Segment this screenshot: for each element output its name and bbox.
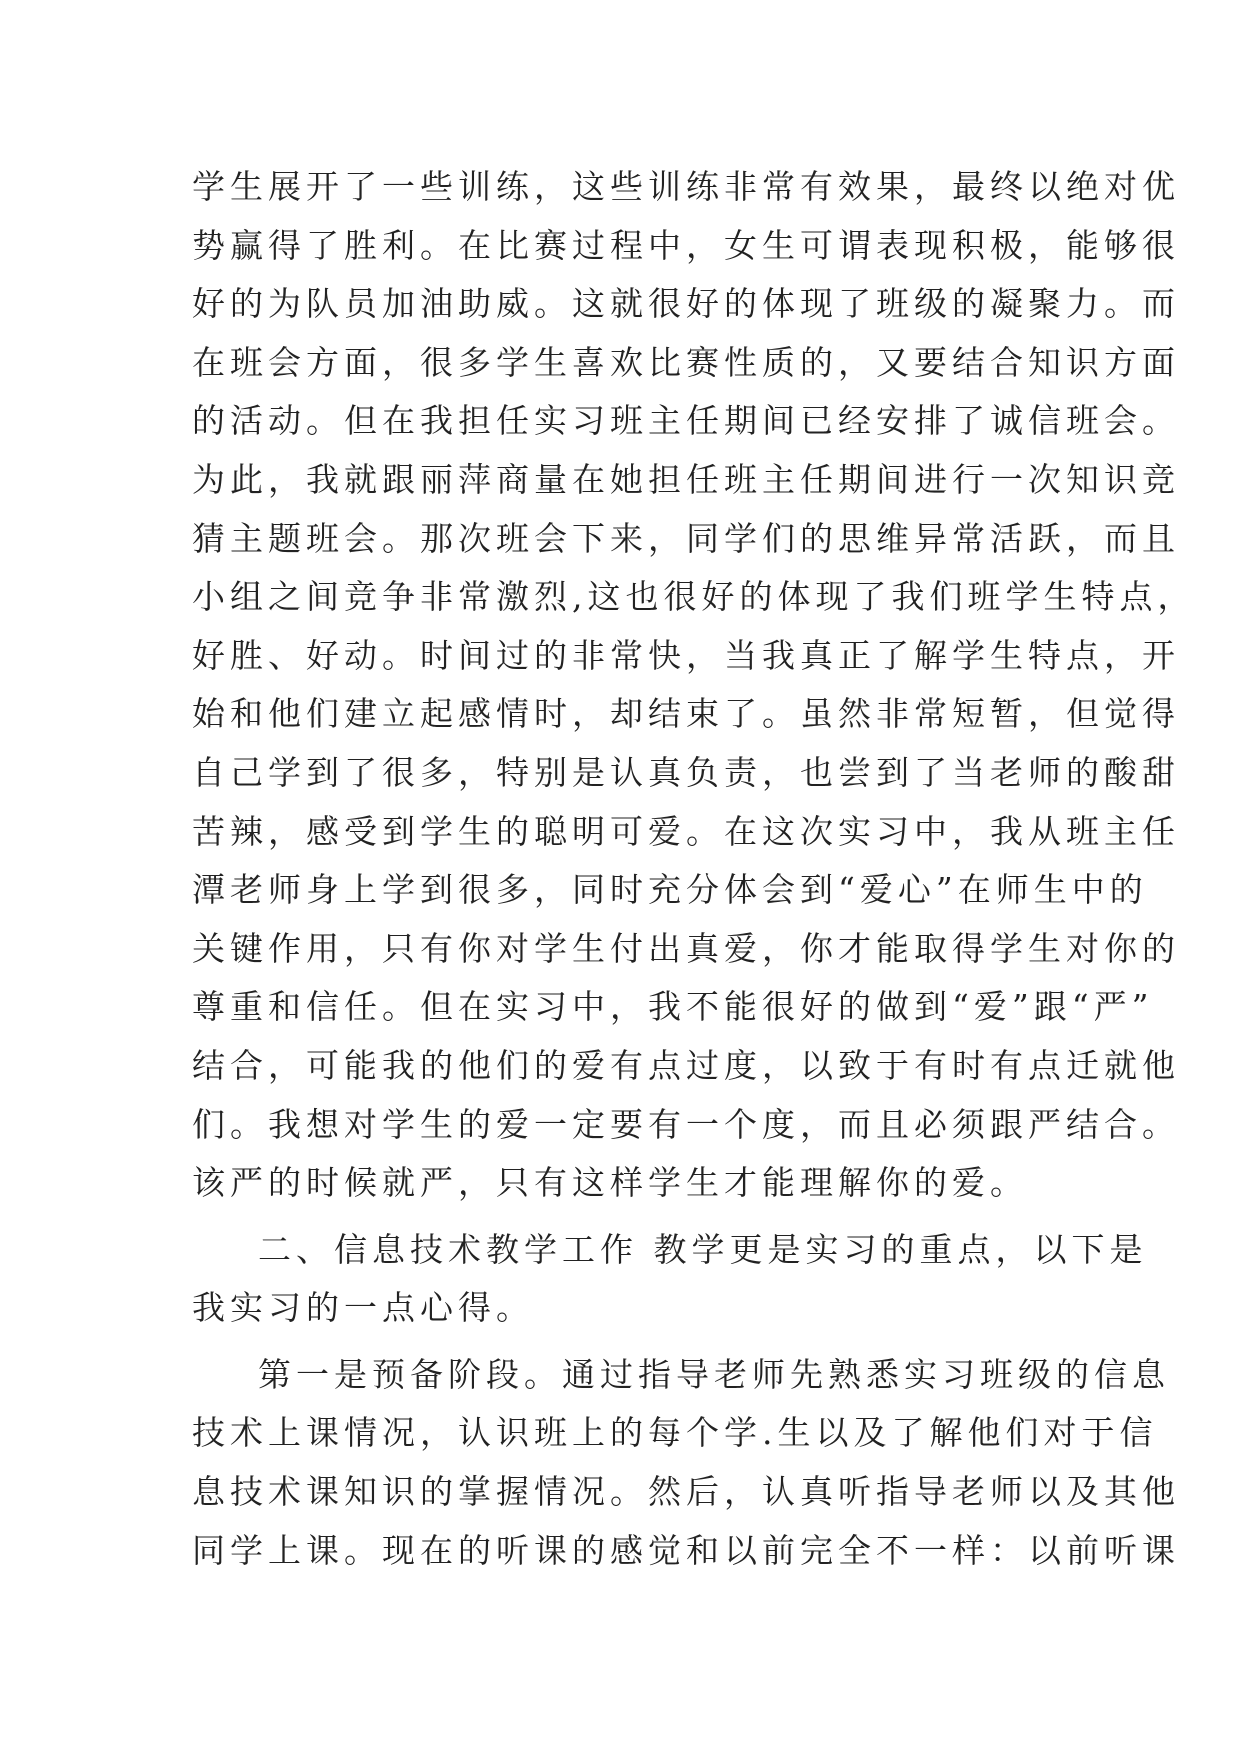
- text-line: 猜主题班会。那次班会下来，同学们的思维异常活跃，而且: [192, 518, 1180, 558]
- text-line: 的活动。但在我担任实习班主任期间已经安排了诚信班会。: [192, 401, 1180, 441]
- text-line: 该严的时候就严，只有这样学生才能理解你的爱。: [192, 1163, 1028, 1203]
- text-line: 结合，可能我的他们的爱有点过度，以致于有时有点迁就他: [192, 1045, 1180, 1085]
- section-heading-line: 二、信息技术教学工作 教学更是实习的重点，以下是: [258, 1229, 1148, 1269]
- text-line: 尊重和信任。但在实习中，我不能很好的做到“爱”跟“严”: [192, 987, 1154, 1027]
- text-line: 关键作用，只有你对学生付出真爱，你才能取得学生对你的: [192, 928, 1180, 968]
- text-line: 息技术课知识的掌握情况。然后，认真听指导老师以及其他: [192, 1472, 1180, 1512]
- paragraph-first-line: 第一是预备阶段。通过指导老师先熟悉实习班级的信息: [258, 1354, 1170, 1394]
- text-line: 为此，我就跟丽萍商量在她担任班主任期间进行一次知识竞: [192, 459, 1180, 499]
- text-line: 势赢得了胜利。在比赛过程中，女生可谓表现积极，能够很: [192, 225, 1180, 265]
- text-line: 我实习的一点心得。: [192, 1288, 534, 1328]
- text-line: 小组之间竞争非常激烈,这也很好的体现了我们班学生特点，: [192, 577, 1196, 617]
- text-line: 好的为队员加油助威。这就很好的体现了班级的凝聚力。而: [192, 284, 1180, 324]
- text-line: 自己学到了很多，特别是认真负责，也尝到了当老师的酸甜: [192, 752, 1180, 792]
- text-line: 好胜、好动。时间过的非常快，当我真正了解学生特点，开: [192, 635, 1180, 675]
- text-line: 技术上课情况，认识班上的每个学.生以及了解他们对于信: [192, 1413, 1158, 1453]
- text-line: 同学上课。现在的听课的感觉和以前完全不一样：以前听课: [192, 1530, 1180, 1570]
- body-text: [192, 158, 1196, 1580]
- text-line: 潭老师身上学到很多，同时充分体会到“爱心”在师生中的: [192, 870, 1148, 910]
- text-line: 在班会方面，很多学生喜欢比赛性质的，又要结合知识方面: [192, 342, 1180, 382]
- text-line: 苦辣，感受到学生的聪明可爱。在这次实习中，我从班主任: [192, 811, 1180, 851]
- text-line: 学生展开了一些训练，这些训练非常有效果，最终以绝对优: [192, 167, 1180, 206]
- text-line: 始和他们建立起感情时，却结束了。虽然非常短暂，但觉得: [192, 694, 1180, 734]
- text-line: 们。我想对学生的爱一定要有一个度，而且必须跟严结合。: [192, 1104, 1180, 1144]
